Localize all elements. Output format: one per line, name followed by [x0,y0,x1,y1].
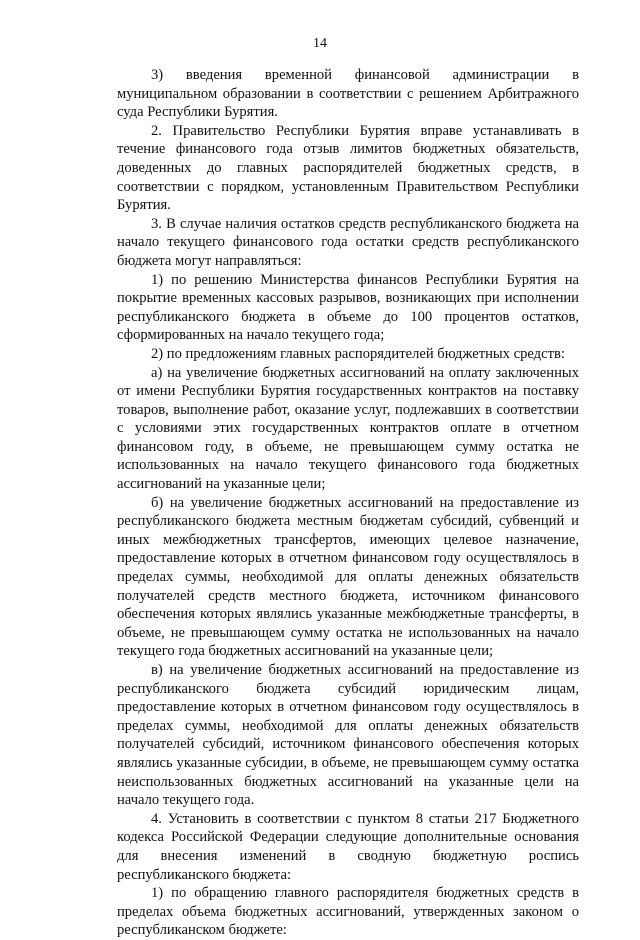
document-body [117,66,579,940]
paragraph-section-2: 2. Правительство Республики Бурятия вправе устанавливать в течение финансового года отзыв лимитов бюджетных обязательств, доведенных до главных распорядителей бюджетных средств, в соответствии с порядком, установленным Правительством Республики Бурятия. [117,122,579,214]
paragraph-subclause-2: 2) по предложениям главных распорядителей бюджетных средств: [151,345,565,362]
page-number: 14 [313,36,327,51]
paragraph-item-b: б) на увеличение бюджетных ассигнований на предоставление из республиканского бюджета местным бюджетам субсидий, субвенций и иных межбюджетных трансфертов, имеющих целевое назначение, предоставление которых в отчетном финансовом году осуществлялось в пределах суммы, необходимой для оплаты денежных обязательств получателей средств местного бюджета, источником финансового обеспечения которых являлись указанные межбюджетные трансферты, в объеме, не превышающем сумму остатка не использованных на начало текущего года бюджетных ассигнований на указанные цели; [117,494,579,660]
paragraph-item-v: в) на увеличение бюджетных ассигнований на предоставление из республиканского бюджета субсидий юридическим лицам, предоставление которых в отчетном финансовом году осуществлялось в пределах суммы, необходимой для оплаты денежных обязательств получателей субсидий, источником финансового обеспечения которых являлись указанные субсидии, в объеме, не превышающем сумму остатка неиспользованных бюджетных ассигнований на указанные цели на начало текущего года. [117,662,579,809]
paragraph-section-3: 3. В случае наличия остатков средств республиканского бюджета на начало текущего финансового года остатки средств республиканского бюджета могут направляться: [117,215,579,269]
paragraph-item-a: а) на увеличение бюджетных ассигнований на оплату заключенных от имени Республики Бурятия государственных контрактов на поставку товаров, выполнение работ, оказание услуг, подлежавших в соответствии с условиями этих государственных контрактов оплате в отчетном финансовом году, в объеме, не превышающем сумму остатка не использованных на начало текущего финансового года бюджетных ассигнований на указанные цели; [117,364,579,493]
paragraph-section-4: 4. Установить в соответствии с пунктом 8 статьи 217 Бюджетного кодекса Российской Федерации следующие дополнительные основания для внесения изменений в сводную бюджетную роспись республиканского бюджета: [117,810,579,883]
paragraph-clause-3: 3) введения временной финансовой администрации в муниципальном образовании в соответствии с решением Арбитражного суда Республики Бурятия. [117,67,579,121]
paragraph-section-4-clause-1: 1) по обращению главного распорядителя бюджетных средств в пределах объема бюджетных ассигнований, утвержденных законом о республиканском бюджете: [117,885,579,939]
paragraph-subclause-1: 1) по решению Министерства финансов Республики Бурятия на покрытие временных кассовых разрывов, возникающих при исполнении республиканского бюджета в объеме до 100 процентов остатков, сформированных на начало текущего года; [117,271,579,344]
